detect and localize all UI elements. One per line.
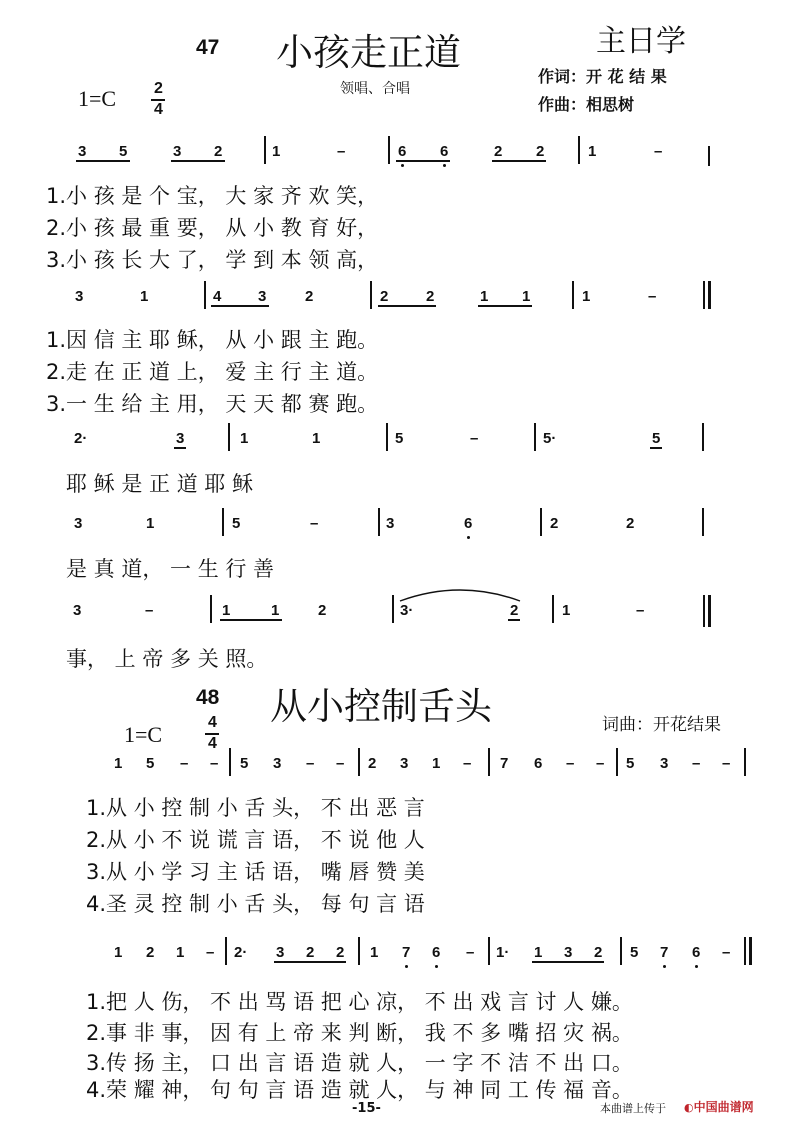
key-signature: 1=C <box>124 722 163 747</box>
note: 6 <box>692 944 701 961</box>
song-subtitle: 领唱、合唱 <box>340 81 410 97</box>
note: – <box>596 755 605 772</box>
note: 3· <box>400 602 414 619</box>
note: 6 <box>432 944 441 961</box>
note: 3 <box>258 288 267 305</box>
note: 7 <box>660 944 669 961</box>
note: 2 <box>550 515 559 532</box>
note: 3 <box>564 944 573 961</box>
note: 2 <box>426 288 435 305</box>
note: 1 <box>588 143 597 160</box>
note: 2 <box>380 288 389 305</box>
note: 3 <box>173 143 182 160</box>
note: 1· <box>496 944 510 961</box>
note: 7 <box>402 944 411 961</box>
lyric-line: 2.走 在 正 道 上， 爱 主 行 主 道。 <box>46 360 379 384</box>
time-sig-top: 2 <box>154 80 163 97</box>
note: 1 <box>312 430 321 447</box>
lyric-line: 4.圣 灵 控 制 小 舌 头， 每 句 言 语 <box>86 892 425 916</box>
note: 1 <box>562 602 571 619</box>
lyricist-credit: 作词：开 花 结 果 <box>538 67 667 86</box>
note: 2 <box>336 944 345 961</box>
lyric-line: 1.把 人 伤， 不 出 骂 语 把 心 凉， 不 出 戏 言 讨 人 嫌。 <box>86 990 633 1014</box>
note: 1 <box>176 944 185 961</box>
lyric-line: 2.从 小 不 说 谎 言 语， 不 说 他 人 <box>86 828 425 852</box>
note: – <box>692 755 701 772</box>
site-logo <box>684 1098 754 1115</box>
note: – <box>722 755 731 772</box>
note: 2 <box>536 143 545 160</box>
note: 6 <box>464 515 473 532</box>
lyric-line: 是 真 道， 一 生 行 善 <box>66 557 275 581</box>
page-number: -15- <box>352 1101 381 1116</box>
note: – <box>337 143 346 160</box>
note: 2 <box>214 143 223 160</box>
note: 6 <box>398 143 407 160</box>
song-title: 从小控制舌头 <box>270 685 492 728</box>
slur-mark <box>398 585 522 603</box>
note: 2 <box>594 944 603 961</box>
note: – <box>306 755 315 772</box>
note: – <box>654 143 663 160</box>
note: 6 <box>440 143 449 160</box>
note: – <box>470 430 479 447</box>
note: 2 <box>494 143 503 160</box>
note: 5· <box>543 430 557 447</box>
note: 3 <box>78 143 87 160</box>
note: 5 <box>119 143 128 160</box>
note: 2 <box>146 944 155 961</box>
note: 1 <box>272 143 281 160</box>
note: 5 <box>626 755 635 772</box>
note: 5 <box>630 944 639 961</box>
note: 1 <box>240 430 249 447</box>
note: – <box>636 602 645 619</box>
note: 3 <box>386 515 395 532</box>
note: 5 <box>146 755 155 772</box>
lyric-line: 3.小 孩 长 大 了， 学 到 本 领 高， <box>46 248 379 272</box>
logo-icon: ◐ <box>684 1101 694 1114</box>
lyric-line: 耶 稣 是 正 道 耶 稣 <box>66 472 254 496</box>
note: 6 <box>534 755 543 772</box>
note: – <box>722 944 731 961</box>
note: 5 <box>652 430 661 447</box>
composer-credit: 作曲：相思树 <box>538 95 635 114</box>
lyric-line: 3.一 生 给 主 用， 天 天 都 赛 跑。 <box>46 392 379 416</box>
note: 1 <box>480 288 489 305</box>
note: 2 <box>306 944 315 961</box>
note: – <box>648 288 657 305</box>
note: 1 <box>370 944 379 961</box>
note: – <box>466 944 475 961</box>
note: – <box>145 602 154 619</box>
note: 1 <box>522 288 531 305</box>
note: 2 <box>510 602 519 619</box>
note: 2 <box>368 755 377 772</box>
note: – <box>210 755 219 772</box>
lyric-line: 1.小 孩 是 个 宝， 大 家 齐 欢 笑， <box>46 184 379 208</box>
note: 7 <box>500 755 509 772</box>
lyric-line: 事， 上 帝 多 关 照。 <box>66 647 268 671</box>
note: 2· <box>74 430 88 447</box>
upload-note: 本曲谱上传于 <box>600 1102 666 1115</box>
site-name: 中国曲谱网 <box>693 1100 754 1114</box>
note: 4 <box>213 288 222 305</box>
note: 3 <box>273 755 282 772</box>
note: 5 <box>395 430 404 447</box>
note: 1 <box>534 944 543 961</box>
time-sig-top: 4 <box>208 714 217 731</box>
note: – <box>180 755 189 772</box>
note: 2 <box>626 515 635 532</box>
note: 3 <box>73 602 82 619</box>
note: – <box>463 755 472 772</box>
lyric-line: 2.事 非 事， 因 有 上 帝 来 判 断， 我 不 多 嘴 招 灾 祸。 <box>86 1021 633 1045</box>
note: 3 <box>276 944 285 961</box>
lyric-line: 2.小 孩 最 重 要， 从 小 教 育 好， <box>46 216 379 240</box>
note: – <box>310 515 319 532</box>
note: 1 <box>140 288 149 305</box>
note: 1 <box>432 755 441 772</box>
note: 3 <box>74 515 83 532</box>
note: 1 <box>582 288 591 305</box>
note: – <box>336 755 345 772</box>
note: 2 <box>318 602 327 619</box>
collection-label: 主日学 <box>596 24 686 59</box>
note: 1 <box>271 602 280 619</box>
note: 1 <box>222 602 231 619</box>
lyric-line: 3.传 扬 主， 口 出 言 语 造 就 人， 一 字 不 洁 不 出 口。 <box>86 1051 633 1075</box>
note: 5 <box>232 515 241 532</box>
note: 3 <box>400 755 409 772</box>
note: 3 <box>75 288 84 305</box>
song-number: 47 <box>196 36 220 59</box>
lyric-line: 1.因 信 主 耶 稣， 从 小 跟 主 跑。 <box>46 328 379 352</box>
key-signature: 1=C <box>78 86 117 111</box>
song-number: 48 <box>196 686 220 709</box>
credits: 词曲：开花结果 <box>602 715 721 735</box>
note: 5 <box>240 755 249 772</box>
note: 3 <box>660 755 669 772</box>
lyric-line: 1.从 小 控 制 小 舌 头， 不 出 恶 言 <box>86 796 425 820</box>
note: 2· <box>234 944 248 961</box>
lyric-line: 3.从 小 学 习 主 话 语， 嘴 唇 赞 美 <box>86 860 425 884</box>
note: 1 <box>114 755 123 772</box>
note: 1 <box>146 515 155 532</box>
note: – <box>566 755 575 772</box>
note: – <box>206 944 215 961</box>
time-sig-bottom: 4 <box>154 101 163 118</box>
note: 3 <box>176 430 185 447</box>
note: 1 <box>114 944 123 961</box>
note: 2 <box>305 288 314 305</box>
song-title: 小孩走正道 <box>276 31 461 74</box>
time-sig-bottom: 4 <box>208 735 217 752</box>
lyric-line: 4.荣 耀 神， 句 句 言 语 造 就 人， 与 神 同 工 传 福 音。 <box>86 1078 633 1102</box>
